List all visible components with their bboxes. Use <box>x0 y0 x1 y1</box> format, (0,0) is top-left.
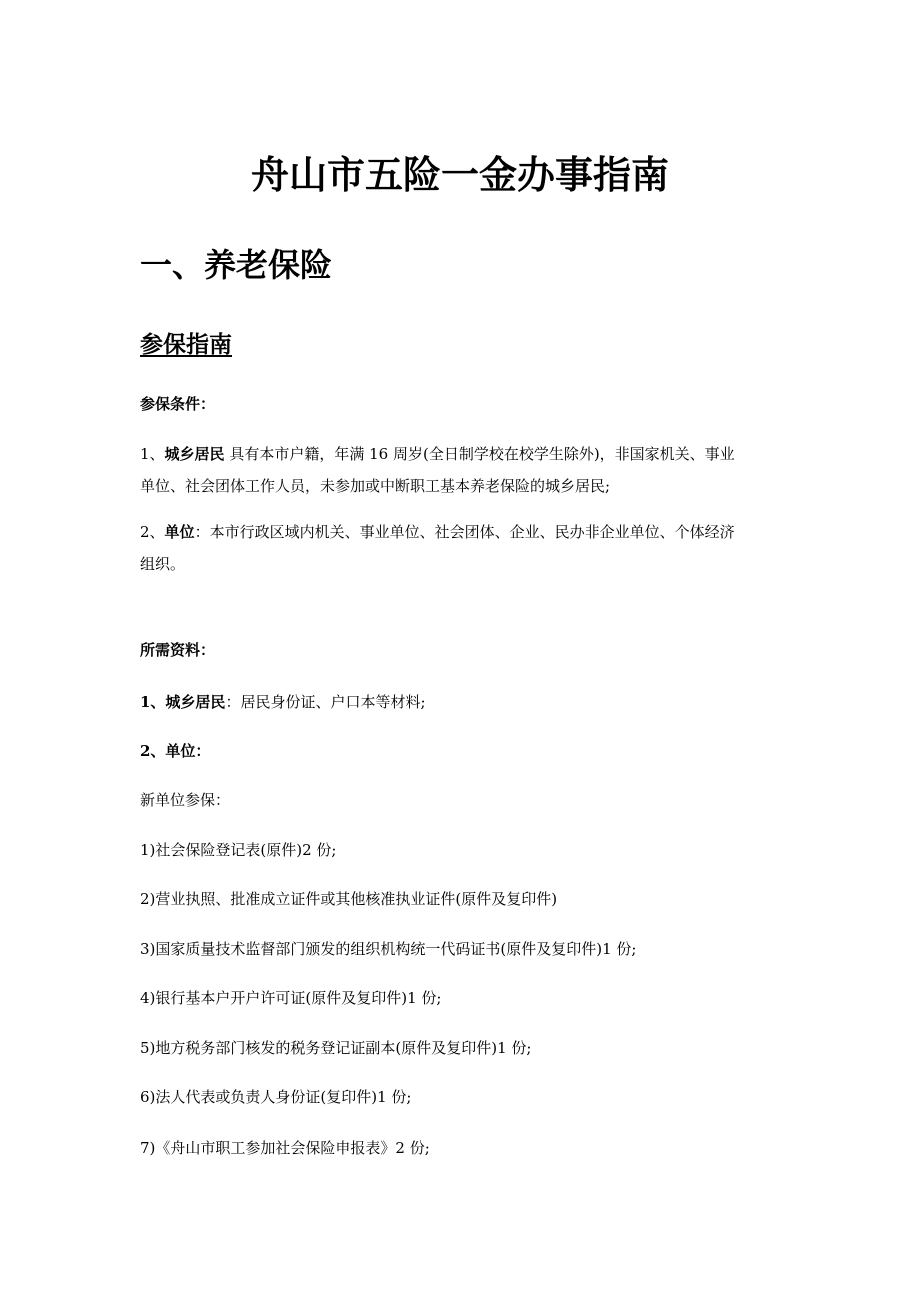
condition-item-1-line-1 <box>140 438 790 470</box>
condition-item-1-line-2: 单位、社会团体工作人员，未参加或中断职工基本养老保险的城乡居民; <box>140 477 611 495</box>
material-list-item: 3)国家质量技术监督部门颁发的组织机构统一代码证书(原件及复印件)1 份; <box>140 940 637 958</box>
section-heading: 一、养老保险 <box>140 246 333 284</box>
document-title: 舟山市五险一金办事指南 <box>250 153 669 197</box>
materials-heading: 所需资料： <box>140 641 216 659</box>
condition-item-2-text: ：本市行政区域内机关、事业单位、社会团体、企业、民办非企业单位、个体经济 <box>194 523 735 541</box>
condition-item-2-line-2: 组织。 <box>140 555 186 573</box>
condition-item-1-text: 具有本市户籍，年满 16 周岁(全日制学校在校学生除外)，非国家机关、事业 <box>229 445 735 463</box>
new-unit-label: 新单位参保： <box>140 791 231 809</box>
material-list-item: 5)地方税务部门核发的税务登记证副本(原件及复印件)1 份; <box>140 1039 532 1057</box>
condition-item-2-number: 2、 <box>140 523 165 541</box>
condition-item-2 <box>140 516 790 580</box>
subsection-heading: 参保指南 <box>140 332 232 358</box>
condition-item-2-line-1 <box>140 516 790 548</box>
conditions-heading: 参保条件： <box>140 395 216 413</box>
material-list-item: 4)银行基本户开户许可证(原件及复印件)1 份; <box>140 989 442 1007</box>
condition-item-1 <box>140 438 790 502</box>
material-item-1-text: ：居民身份证、户口本等材料; <box>225 693 426 711</box>
condition-item-1-label: 城乡居民 <box>164 445 225 463</box>
material-list-item: 1)社会保险登记表(原件)2 份; <box>140 841 337 859</box>
material-item-1-label: 1、城乡居民 <box>140 693 226 711</box>
condition-item-2-label: 单位 <box>164 523 195 541</box>
material-item-2-label: 2、单位： <box>140 742 211 760</box>
material-list-item: 7)《舟山市职工参加社会保险申报表》2 份; <box>140 1139 430 1157</box>
material-item-1 <box>140 688 790 716</box>
material-list-item: 2)营业执照、批准成立证件或其他核准执业证件(原件及复印件) <box>140 890 558 908</box>
condition-item-1-number: 1、 <box>140 445 165 463</box>
material-list-item: 6)法人代表或负责人身份证(复印件)1 份; <box>140 1088 412 1106</box>
